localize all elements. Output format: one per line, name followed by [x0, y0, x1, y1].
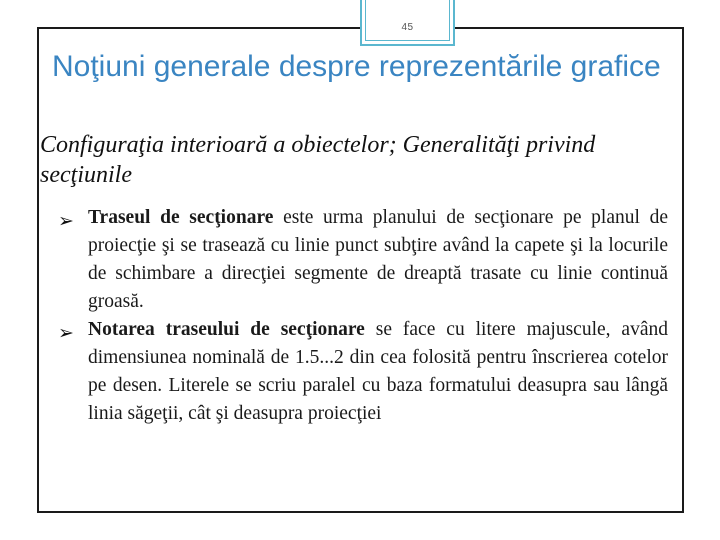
arrow-bullet-icon: ➢	[58, 322, 74, 344]
bullet-term: Notarea traseului de secţionare	[88, 319, 365, 340]
slide-subtitle: Configuraţia interioară a obiectelor; Generalităţi privind secţiunile	[40, 132, 596, 188]
bullet-text: este urma planului de secţionare pe planul de proiecţie şi se trasează cu linie punct subţire având la capete şi la locurile de schimbare a direcţiei segmente de dreaptă trasate cu linie continuă groasă.	[88, 207, 668, 312]
bullet-item-notarea	[58, 316, 668, 428]
bullet-text: se face cu litere majuscule, având dimensiunea nominală de 1.5...2 din cea folosită pentru înscrierea cotelor pe desen. Literele se scriu paralel cu baza formatului deasupra sau lângă linia săgeţii, cât şi deasupra proiecţiei	[88, 319, 668, 424]
page-number: 45	[401, 22, 414, 33]
bullet-item-traseul	[58, 204, 668, 316]
page-number-tab-inner-border	[365, 0, 450, 41]
arrow-bullet-icon: ➢	[58, 210, 74, 232]
slide-title: Noţiuni generale despre reprezentările grafice	[52, 50, 661, 83]
page-number-tab	[360, 0, 455, 46]
bullet-term: Traseul de secţionare	[88, 207, 274, 228]
bullet-list	[58, 204, 668, 428]
